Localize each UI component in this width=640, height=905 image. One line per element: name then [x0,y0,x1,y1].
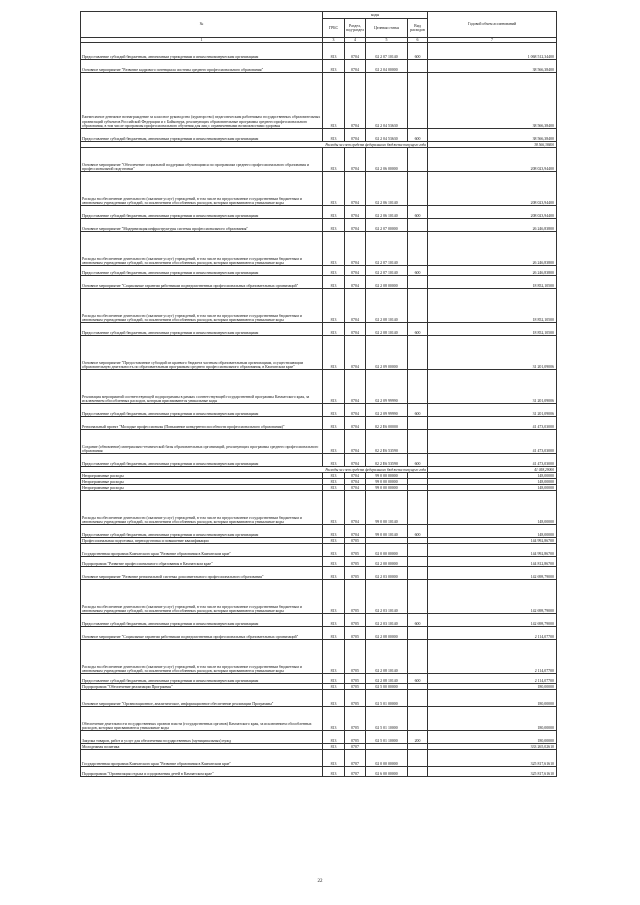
row-name: Предоставление субсидий бюджетным, автономным учреждениям и иным некоммерческим организациям [81,266,323,276]
row-expense-type: 600 [408,525,428,538]
row-grbs: 813 [323,266,345,276]
row-section: 0704 [345,479,366,485]
row-article: 02 2 E6 00000 [366,417,408,430]
row-amount: 41 473,03000 [428,430,557,454]
row-amount: 38 566,38400 [428,129,557,142]
row-expense-type [408,276,428,289]
row-article: 99 0 00 10140 [366,491,408,525]
note-amount: 41 058,29000 [428,467,557,473]
table-header [81,12,557,43]
row-article: 02 2 07 10140 [366,43,408,60]
row-name: Ежемесячное денежное вознаграждение за классное руководство (кураторство) педагогическим работникам государственных образовательных организаций субъектов Российской Федерации и г. Байконура, реализующих образовательные программы среднего профессионального образования, в том числе программы профессионального обучения для лиц с ограниченными возможностями здоровья [81,73,323,129]
row-article: 02 2 04 53630 [366,73,408,129]
row-article: 02 5 01 10000 [366,707,408,731]
header-index-cell: 4 [345,38,366,43]
row-grbs: 813 [323,491,345,525]
row-grbs: 813 [323,370,345,404]
table-row [81,525,557,538]
row-amount: 38 566,38400 [428,73,557,129]
header-expense-type: Вид расходов [408,19,428,38]
table-row [81,690,557,707]
row-grbs: 813 [323,219,345,232]
table-row [81,674,557,684]
row-name: Расходы на обеспечение деятельности (оказание услуг) учреждений, в том числе на предоставление государственным бюджетным и автономным учреждениям субсидий, за исключением обособленных расходов, которым присваиваются уникальные коды [81,289,323,323]
row-expense-type: 600 [408,206,428,219]
row-name: Государственная программа Камчатского края "Развитие образования в Камчатском крае" [81,544,323,557]
row-grbs: 813 [323,627,345,640]
row-amount: 208 023,94400 [428,148,557,172]
row-section: 0704 [345,430,366,454]
row-name: Основное мероприятие "Развитие региональной системы дополнительного профессионального образования" [81,567,323,580]
row-grbs: 813 [323,557,345,567]
table-row [81,544,557,557]
row-amount: 1 068 512,34400 [428,43,557,60]
row-amount: 41 473,03000 [428,454,557,467]
row-section: 0705 [345,580,366,614]
row-section: 0705 [345,614,366,627]
row-expense-type [408,580,428,614]
row-grbs: 813 [323,707,345,731]
row-amount: 148,00000 [428,525,557,538]
row-article: 02 2 00 00000 [366,557,408,567]
row-grbs: 813 [323,750,345,767]
row-amount: 144 992,86700 [428,544,557,557]
row-amount: 148,00000 [428,479,557,485]
table-row [81,129,557,142]
row-amount: 18 852,10500 [428,289,557,323]
row-name: Основное мероприятие "Предоставление субсидий из краевого бюджета частным образовательным организациям, осуществляющим образовательную деятельность по образовательным программам среднего профессионального образования, в Камчатском крае" [81,336,323,370]
row-article: 02 2 03 00000 [366,567,408,580]
row-amount: 144 992,86700 [428,538,557,544]
row-section: 0705 [345,557,366,567]
row-grbs: 813 [323,674,345,684]
row-article: 02 0 00 00000 [366,544,408,557]
row-name: Непрограммные расходы [81,485,323,491]
row-grbs: 813 [323,544,345,557]
row-section: 0704 [345,473,366,479]
row-section: 0704 [345,219,366,232]
row-section: 0704 [345,60,366,73]
row-section: 0704 [345,454,366,467]
row-amount: 31 201,09006 [428,336,557,370]
row-section: 0707 [345,750,366,767]
row-name: Непрограммные расходы [81,473,323,479]
row-name: Профессиональная подготовка, переподготовка и повышение квалификации [81,538,323,544]
row-expense-type [408,232,428,266]
row-article: 02 2 06 00000 [366,148,408,172]
header-index-cell: 7 [428,38,557,43]
row-grbs: 813 [323,172,345,206]
row-section: 0704 [345,73,366,129]
header-index-cell: 3 [323,38,345,43]
row-article: 99 0 00 00000 [366,485,408,491]
row-article: 02 2 09 00000 [366,336,408,370]
row-amount: 18 852,10500 [428,276,557,289]
header-index-cell: 1 [81,38,323,43]
table-row [81,454,557,467]
row-section: 0704 [345,129,366,142]
header-index-cell: 5 [366,38,408,43]
row-amount: 208 023,94400 [428,206,557,219]
row-amount: 148,00000 [428,491,557,525]
row-amount: 142 698,79000 [428,567,557,580]
row-grbs: 813 [323,336,345,370]
row-amount: 325 817,61610 [428,767,557,777]
row-article: 99 0 00 10140 [366,525,408,538]
row-section: 0705 [345,627,366,640]
row-amount: 142 698,79000 [428,614,557,627]
row-section: 0707 [345,767,366,777]
table-row [81,370,557,404]
row-article: 02 2 08 10140 [366,323,408,336]
header-index-cell: 6 [408,38,428,43]
row-amount: 180,00000 [428,684,557,690]
row-name: Основное мероприятие "Социальные гарантии работникам подведомственных профессиональных образовательных организаций" [81,627,323,640]
table-row [81,707,557,731]
row-amount: 31 201,09006 [428,404,557,417]
table-row [81,206,557,219]
row-section: 0704 [345,43,366,60]
header-section: Раздел, под-раздел [345,19,366,38]
table-row [81,219,557,232]
row-section: 0704 [345,172,366,206]
row-name: Молодежная политика [81,744,323,750]
row-expense-type [408,567,428,580]
row-article: 02 2 08 10140 [366,674,408,684]
row-article: 02 5 01 00000 [366,690,408,707]
row-grbs: 813 [323,767,345,777]
row-name: Основное мероприятие "Организационное, аналитическое, информационное обеспечение реализации Программы" [81,690,323,707]
table-row [81,404,557,417]
row-grbs: 813 [323,454,345,467]
row-expense-type [408,767,428,777]
row-article: 02 2 09 99990 [366,370,408,404]
row-name: Основное мероприятие "Модернизация инфраструктуры системы профессионального образования" [81,219,323,232]
table-row [81,627,557,640]
row-name: Основное мероприятие "Обеспечение социальной поддержки обучающимся по программам среднего профессионального образования и профессиональной подготовки" [81,148,323,172]
row-amount: 180,00000 [428,707,557,731]
row-name: Предоставление субсидий бюджетным, автономным учреждениям и иным некоммерческим организациям [81,614,323,627]
row-name: Предоставление субсидий бюджетным, автономным учреждениям и иным некоммерческим организациям [81,454,323,467]
table-row [81,614,557,627]
table-row [81,430,557,454]
row-name: Предоставление субсидий бюджетным, автономным учреждениям и иным некоммерческим организациям [81,674,323,684]
row-article: 02 5 01 10000 [366,731,408,744]
row-grbs: 813 [323,479,345,485]
row-article: 02 2 E6 53590 [366,454,408,467]
row-grbs: 813 [323,60,345,73]
table-row [81,73,557,129]
row-name: Обеспечение деятельности государственных органов власти (государственных органов) Камчатского края, за исключением обособленных расходов, которым присваиваются уникальные коды [81,707,323,731]
row-amount: 2 114,07700 [428,640,557,674]
note-amount: 38 566,38400 [428,142,557,148]
row-article: 02 2 03 10140 [366,580,408,614]
row-amount: 148,00000 [428,485,557,491]
row-grbs: 813 [323,567,345,580]
table-row [81,557,557,567]
row-grbs: 813 [323,276,345,289]
row-name: Предоставление субсидий бюджетным, автономным учреждениям и иным некоммерческим организациям [81,206,323,219]
row-expense-type [408,417,428,430]
row-section: 0704 [345,404,366,417]
note-text: Расходы за счет средств федерального бюджета текущего года [81,142,428,148]
row-article: 02 2 08 00000 [366,276,408,289]
table-row [81,172,557,206]
row-section: 0704 [345,232,366,266]
row-grbs: 813 [323,640,345,674]
note-text: Расходы за счет средств федерального бюджета текущего года [81,467,428,473]
table-row [81,491,557,525]
row-amount: 333 265,02610 [428,744,557,750]
row-grbs: 813 [323,485,345,491]
table-body [81,43,557,777]
row-expense-type: 600 [408,454,428,467]
row-article: 02 2 E6 53590 [366,430,408,454]
table-row [81,323,557,336]
row-expense-type [408,289,428,323]
row-name: Подпрограмма "Обеспечение реализации Программы" [81,684,323,690]
row-amount: 180,00000 [428,731,557,744]
row-name: Непрограммные расходы [81,479,323,485]
row-section: 0705 [345,567,366,580]
table-row [81,731,557,744]
row-article: 02 2 07 10140 [366,266,408,276]
row-section: 0704 [345,148,366,172]
row-amount: 31 201,09006 [428,370,557,404]
row-section: 0704 [345,336,366,370]
row-section: 0704 [345,266,366,276]
row-expense-type [408,690,428,707]
row-name: Расходы на обеспечение деятельности (оказание услуг) учреждений, в том числе на предоставление государственным бюджетным и автономным учреждениям субсидий, за исключением обособленных расходов, которым присваиваются уникальные коды [81,491,323,525]
row-amount: 26 246,83800 [428,266,557,276]
row-expense-type [408,172,428,206]
row-name: Расходы на обеспечение деятельности (оказание услуг) учреждений, в том числе на предоставление государственным бюджетным и автономным учреждениям субсидий, за исключением обособленных расходов, которым присваиваются уникальные коды [81,580,323,614]
row-name: Расходы на обеспечение деятельности (оказание услуг) учреждений, в том числе на предоставление государственным бюджетным и автономным учреждениям субсидий, за исключением обособленных расходов, которым присваиваются уникальные коды [81,232,323,266]
row-amount: 144 812,86700 [428,557,557,567]
header-codes-group: коды [323,12,428,19]
row-article: 99 0 00 00000 [366,479,408,485]
row-grbs: 813 [323,538,345,544]
row-article: 02 5 00 00000 [366,684,408,690]
page-number: 22 [317,879,323,884]
header-grbs: ГРБС [323,19,345,38]
row-expense-type [408,60,428,73]
row-grbs: 813 [323,580,345,614]
row-expense-type [408,750,428,767]
row-article: 02 2 08 10140 [366,289,408,323]
row-name: Региональный проект "Молодые профессионалы (Повышение конкурентоспособности профессионального образования)" [81,417,323,430]
header-number-sign: № [81,12,323,38]
table-row [81,750,557,767]
row-expense-type: 200 [408,731,428,744]
row-expense-type [408,148,428,172]
row-expense-type [408,336,428,370]
row-grbs: 813 [323,473,345,479]
header-article: Целевая статья [366,19,408,38]
row-amount: 325 817,61610 [428,750,557,767]
row-article: 02 2 08 00000 [366,627,408,640]
row-expense-type [408,73,428,129]
table-row [81,289,557,323]
row-expense-type: 600 [408,323,428,336]
row-article: 02 2 09 99990 [366,404,408,417]
row-amount: 18 852,10500 [428,323,557,336]
row-grbs: 813 [323,684,345,690]
row-grbs: 813 [323,323,345,336]
row-amount: 208 023,94400 [428,172,557,206]
row-section: 0705 [345,731,366,744]
row-expense-type [408,544,428,557]
row-section: 0705 [345,544,366,557]
header-amount: Годовой объем ассигнований [428,12,557,38]
row-section: 0707 [345,744,366,750]
row-expense-type: 600 [408,129,428,142]
row-grbs: 813 [323,232,345,266]
row-section: 0705 [345,684,366,690]
row-grbs: 813 [323,148,345,172]
row-name: Расходы на обеспечение деятельности (оказание услуг) учреждений, в том числе на предоставление государственным бюджетным и автономным учреждениям субсидий, за исключением обособленных расходов, которым присваиваются уникальные коды [81,172,323,206]
row-article: 02 2 04 53630 [366,129,408,142]
table-row [81,232,557,266]
row-expense-type [408,557,428,567]
budget-table [80,11,557,777]
table-row [81,60,557,73]
row-name: Основное мероприятие "Социальные гарантии работникам подведомственных профессиональных образовательных организаций" [81,276,323,289]
row-amount: 26 246,83800 [428,232,557,266]
row-section: 0704 [345,525,366,538]
row-grbs: 813 [323,731,345,744]
row-name: Предоставление субсидий бюджетным, автономным учреждениям и иным некоммерческим организациям [81,525,323,538]
row-grbs: 813 [323,525,345,538]
row-article: 02 2 04 00000 [366,60,408,73]
row-section: 0705 [345,674,366,684]
row-amount: 2 114,07700 [428,674,557,684]
row-expense-type: 600 [408,404,428,417]
row-grbs: 813 [323,129,345,142]
row-name: Предоставление субсидий бюджетным, автономным учреждениям и иным некоммерческим организациям [81,129,323,142]
row-article: 02 2 08 10140 [366,640,408,674]
row-section: 0705 [345,538,366,544]
row-grbs: 813 [323,404,345,417]
row-name: Реализация мероприятий соответствующей подпрограммы в рамках соответствующей государственной программы Камчатского края, за исключением обособленных расходов, которым присваиваются уникальные коды [81,370,323,404]
table-row [81,148,557,172]
row-grbs: 813 [323,744,345,750]
row-name: Государственная программа Камчатского края "Развитие образования в Камчатском крае" [81,750,323,767]
row-article: 02 2 06 10140 [366,172,408,206]
row-expense-type: 600 [408,614,428,627]
row-amount: 180,00000 [428,690,557,707]
table-row [81,417,557,430]
row-grbs: 813 [323,430,345,454]
row-article: 02 2 06 10140 [366,206,408,219]
row-section: 0705 [345,707,366,731]
row-expense-type [408,707,428,731]
table-row [81,580,557,614]
row-article: 02 2 07 10140 [366,232,408,266]
row-expense-type [408,370,428,404]
row-grbs: 813 [323,614,345,627]
table-row [81,336,557,370]
row-section: 0704 [345,485,366,491]
table-row [81,43,557,60]
row-grbs: 813 [323,289,345,323]
row-amount: 2 114,07700 [428,627,557,640]
table-row [81,767,557,777]
table-row [81,640,557,674]
row-name: Создание (обновление) материально-технической базы образовательных организаций, реализующих программы среднего профессионального образования [81,430,323,454]
row-grbs: 813 [323,417,345,430]
row-grbs: 813 [323,690,345,707]
row-section: 0704 [345,289,366,323]
row-amount: 148,00000 [428,473,557,479]
row-grbs: 813 [323,43,345,60]
row-grbs: 813 [323,206,345,219]
row-expense-type: 600 [408,266,428,276]
row-amount: 26 246,83800 [428,219,557,232]
table-row [81,567,557,580]
row-amount: 38 566,38400 [428,60,557,73]
row-amount: 41 473,03000 [428,417,557,430]
table-row [81,276,557,289]
row-name: Закупка товаров, работ и услуг для обеспечения государственных (муниципальных) нужд [81,731,323,744]
row-name: Подпрограмма "Развитие профессионального образования в Камчатском крае" [81,557,323,567]
row-section: 0705 [345,690,366,707]
row-section: 0705 [345,640,366,674]
row-article: 02 6 00 00000 [366,767,408,777]
row-name: Предоставление субсидий бюджетным, автономным учреждениям и иным некоммерческим организациям [81,323,323,336]
row-expense-type: 600 [408,674,428,684]
row-name: Предоставление субсидий бюджетным, автономным учреждениям и иным некоммерческим организациям [81,43,323,60]
table-row [81,266,557,276]
row-name: Основное мероприятие "Развитие кадрового потенциала системы среднего профессионального образования" [81,60,323,73]
row-section: 0704 [345,276,366,289]
row-article: 02 2 03 10140 [366,614,408,627]
row-article: 02 0 00 00000 [366,750,408,767]
row-amount: 142 698,79000 [428,580,557,614]
row-section: 0704 [345,323,366,336]
row-section: 0704 [345,206,366,219]
row-article: 02 2 07 00000 [366,219,408,232]
row-expense-type [408,491,428,525]
row-expense-type: 600 [408,43,428,60]
row-expense-type [408,627,428,640]
row-name: Подпрограмма "Организация отдыха и оздоровления детей в Камчатском крае" [81,767,323,777]
row-section: 0704 [345,491,366,525]
row-expense-type [408,219,428,232]
row-section: 0704 [345,370,366,404]
row-name: Предоставление субсидий бюджетным, автономным учреждениям и иным некоммерческим организациям [81,404,323,417]
row-section: 0704 [345,417,366,430]
row-article: 99 0 00 00000 [366,473,408,479]
row-grbs: 813 [323,73,345,129]
row-name: Расходы на обеспечение деятельности (оказание услуг) учреждений, в том числе на предоставление государственным бюджетным и автономным учреждениям субсидий, за исключением обособленных расходов, которым присваиваются уникальные коды [81,640,323,674]
row-expense-type [408,640,428,674]
row-expense-type [408,430,428,454]
